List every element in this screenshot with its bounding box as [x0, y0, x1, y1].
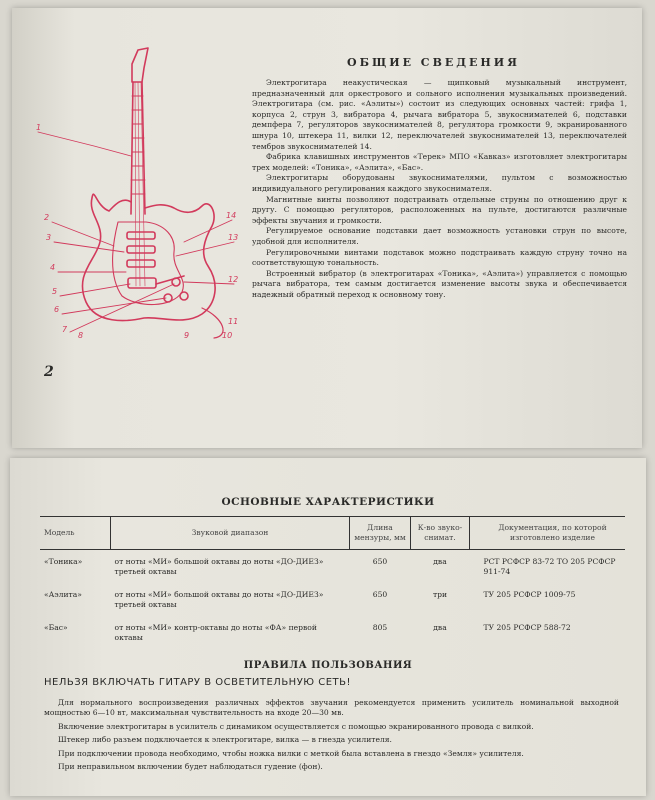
- cell-scale: 650: [372, 557, 388, 566]
- diagram-label: 13: [228, 233, 239, 242]
- guitar-body: [82, 194, 215, 320]
- diagram-label: 11: [228, 317, 239, 326]
- rules-title: ПРАВИЛА ПОЛЬЗОВАНИЯ: [243, 660, 413, 671]
- diagram-label: 7: [62, 325, 68, 334]
- specs-table: [40, 516, 625, 649]
- diagram-label: 2: [44, 213, 50, 222]
- guitar-headstock: [132, 48, 148, 82]
- cell-range: от ноты «МИ» контр-октавы до ноты «ФА» первой октавы: [114, 623, 317, 642]
- cell-range: от ноты «МИ» большой октавы до ноты «ДО-ДИЕЗ» третьей октавы: [114, 590, 324, 609]
- diagram-label: 3: [46, 233, 52, 242]
- diagram-label: 5: [52, 287, 58, 296]
- cell-model: «Тоника»: [44, 557, 83, 566]
- header-scale: Длина мензуры, мм: [350, 517, 411, 550]
- section-title: ОБЩИЕ СВЕДЕНИЯ: [347, 56, 520, 69]
- header-pickups: К-во звуко-снимат.: [411, 517, 470, 550]
- cell-pickups: три: [432, 590, 448, 599]
- cell-docs: РСТ РСФСР 83-72 ТО 205 РСФСР 911-74: [483, 557, 616, 576]
- header-model: Модель: [40, 517, 111, 550]
- paragraph: Электрогитара неакустическая — щипковый музыкальный инструмент, предназначенный для оркестрового и сольного исполнения музыкальных произведений. Электрогитара (см. рис. «Аэлиты») состоит из следующих основных частей: грифа 1, корпуса 2, струн 3, вибратора 4, рычага вибратора 5, звукоснимателей 6, подставки демпфера 7, регуляторов звукоснимателей 8, регулятора громкости 9, экранированного шнура 10, штекера 11, вилки 12, переключателей звукоснимателей 13, переключателей тембров звукоснимателей 14.: [252, 78, 627, 151]
- table-row: [40, 616, 625, 649]
- table-row: [40, 550, 625, 584]
- cell-docs: ТУ 205 РСФСР 1009-75: [483, 590, 576, 599]
- cell-pickups: два: [433, 557, 447, 566]
- cell-scale: 650: [372, 590, 388, 599]
- page-number: 2: [44, 364, 54, 380]
- general-info-text: [252, 78, 627, 300]
- diagram-label: 12: [228, 275, 239, 284]
- table-header-row: [40, 517, 625, 550]
- rules-text: [44, 698, 619, 775]
- paragraph: Фабрика клавишных инструментов «Терек» МПО «Кавказ» изготовляет электрогитары трех моделей: «Тоника», «Аэлита», «Бас».: [252, 152, 627, 172]
- paragraph: Встроенный вибратор (в электрогитарах «Тоника», «Аэлита») управляется с помощью рычага вибратора, тем самым достигается изменение высоты звука и обеспечивается надежный обратный переход к основному тону.: [252, 268, 627, 299]
- paragraph: Регулируемое основание подставки дает возможность установки струн по высоте, удобной для исполнителя.: [252, 226, 627, 246]
- table-row: [40, 583, 625, 616]
- diagram-label: 6: [54, 305, 60, 314]
- diagram-label: 8: [78, 331, 84, 340]
- paragraph: Электрогитары оборудованы звукоснимателями, пультом с возможностью индивидуального регулирования каждого звукоснимателя.: [252, 173, 627, 193]
- rule-paragraph: При неправильном включении будет наблюдаться гудение (фон).: [58, 762, 323, 772]
- cell-pickups: два: [433, 623, 447, 632]
- header-range: Звуковой диапазон: [111, 517, 350, 550]
- diagram-label: 10: [222, 331, 233, 340]
- cell-scale: 805: [372, 623, 388, 632]
- cell-range: от ноты «МИ» большой октавы до ноты «ДО-ДИЕЗ» третьей октавы: [114, 557, 324, 576]
- page-specifications: [10, 458, 646, 796]
- rule-paragraph: Включение электрогитары в усилитель с динамиком осуществляется с помощью экранированного провода с вилкой.: [58, 721, 534, 731]
- rule-paragraph: При подключении провода необходимо, чтобы ножка вилки с меткой была вставлена в гнездо «Земля» усилителя.: [58, 748, 524, 758]
- header-docs: Документация, по которой изготовлено изделие: [470, 517, 626, 550]
- guitar-diagram: [34, 46, 239, 341]
- diagram-label: 9: [184, 331, 190, 340]
- paragraph: Магнитные винты позволяют подстраивать отдельные струны по отношению друг к другу. С помощью регуляторов, расположенных на пульте, достигаются различные эффекты звучания и громкости.: [252, 194, 627, 225]
- paragraph: Регулировочными винтами подставок можно подстраивать каждую струну точно на соответствующую тональность.: [252, 247, 627, 268]
- warning-text: НЕЛЬЗЯ ВКЛЮЧАТЬ ГИТАРУ В ОСВЕТИТЕЛЬНУЮ СЕТЬ!: [44, 677, 352, 688]
- diagram-label: 14: [226, 211, 237, 220]
- diagram-label: 1: [36, 123, 42, 132]
- rule-paragraph: Штекер либо разъем подключается к электрогитаре, вилка — в гнезда усилителя.: [58, 735, 392, 745]
- cell-model: «Аэлита»: [44, 590, 82, 599]
- cell-model: «Бас»: [44, 623, 68, 632]
- page-general-info: [12, 8, 642, 448]
- rule-paragraph: Для нормального воспроизведения различных эффектов звучания рекомендуется применить усилитель номинальной выходной мощностью 6—10 вт, максимальная чувствительность на входе 20—30 мв.: [44, 698, 619, 718]
- diagram-label: 4: [50, 263, 56, 272]
- specs-title: ОСНОВНЫЕ ХАРАКТЕРИСТИКИ: [221, 496, 435, 508]
- cell-docs: ТУ 205 РСФСР 588-72: [483, 623, 571, 632]
